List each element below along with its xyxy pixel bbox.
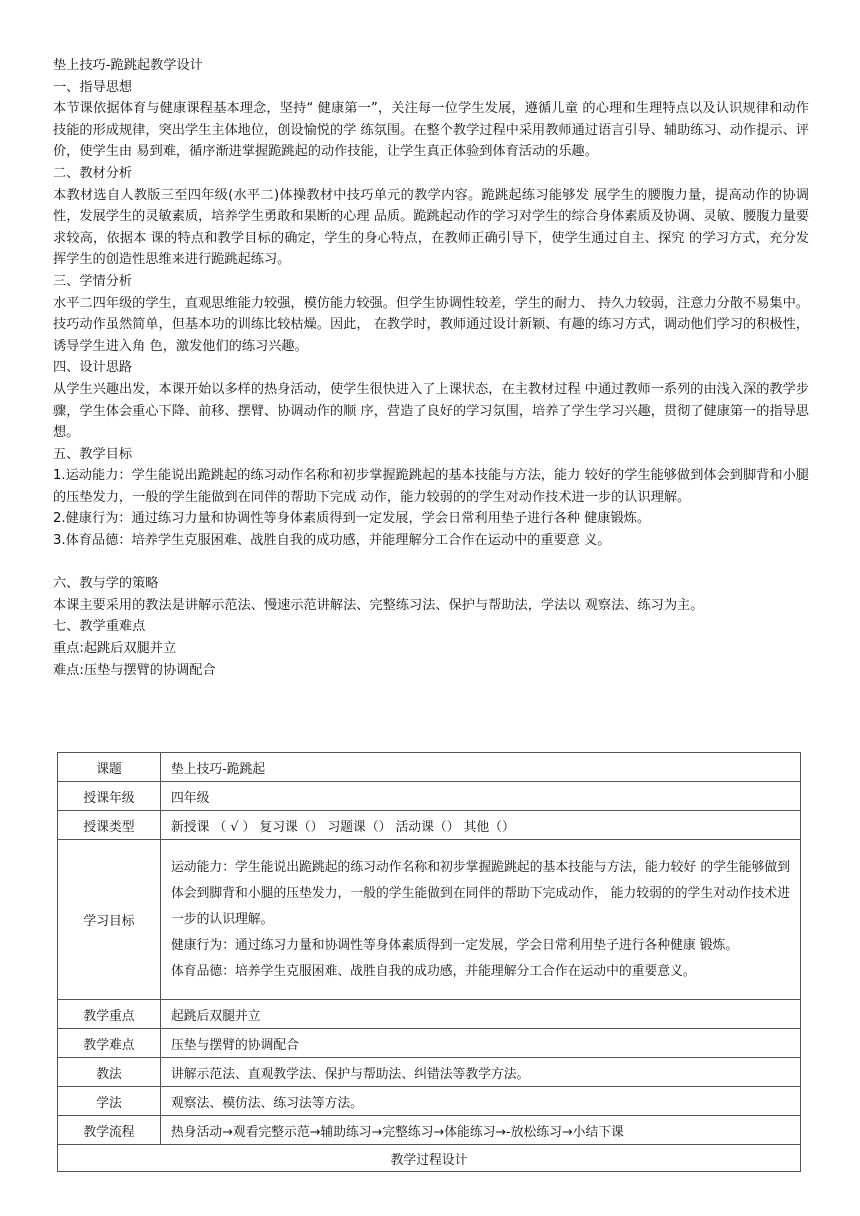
- lesson-plan-table: [57, 752, 801, 1172]
- row-value: 新授课 （ √ ） 复习课（） 习题课（） 活动课（） 其他（）: [161, 811, 801, 840]
- goal-line: 体育品德：培养学生克服困难、战胜自我的成功感，并能理解分工合作在运动中的重要意义。: [171, 963, 696, 979]
- row-value: 讲解示范法、直观教学法、保护与帮助法、纠错法等教学方法。: [161, 1058, 801, 1087]
- blank-line: [53, 552, 809, 574]
- section-paragraph: 从学生兴趣出发，本课开始以多样的热身活动，使学生很快进入了上课状态，在主教材过程 中通过教师一系列的由浅入深的教学步骤，学生体会重心下降、前移、摆臂、协调动作的顺 序，营造了良好的学习氛围，培养了学生学习兴趣，贯彻了健康第一的指导思想。: [53, 381, 809, 441]
- goal-item: 2.健康行为：通过练习力量和协调性等身体素质得到一定发展，学会日常利用垫子进行各种 健康锻炼。: [53, 511, 651, 527]
- row-label: 学习目标: [58, 840, 161, 1000]
- section-heading: 三、学情分析: [53, 273, 133, 289]
- table-row: [58, 1029, 801, 1058]
- row-label: 学法: [58, 1087, 161, 1116]
- difficult-point: 难点:压垫与摆臂的协调配合: [53, 662, 216, 678]
- table-row-goals: [58, 840, 801, 1000]
- row-value: 热身活动→观看完整示范→辅助练习→完整练习→体能练习→-放松练习→小结下课: [161, 1116, 801, 1145]
- table-row: [58, 1087, 801, 1116]
- row-value: 压垫与摆臂的协调配合: [161, 1029, 801, 1058]
- row-value: 起跳后双腿并立: [161, 1000, 801, 1029]
- row-label: 教学流程: [58, 1116, 161, 1145]
- section-paragraph: 本课主要采用的教法是讲解示范法、慢速示范讲解法、完整练习法、保护与帮助法，学法以 观察法、练习为主。: [53, 597, 704, 613]
- table-row-footer: [58, 1145, 801, 1172]
- section-paragraph: 本节课依据体育与健康课程基本理念，坚持“ 健康第一”，关注每一位学生发展，遵循儿童 的心理和生理特点以及认识规律和动作技能的形成规律，突出学生主体地位，创设愉悦的学 练氛围。在整个教学过程中采用教师通过语言引导、辅助练习、动作提示、评价，使学生由 易到难，循序渐进掌握跪跳起的动作技能，让学生真正体验到体育活动的乐趣。: [53, 101, 809, 160]
- table-footer-title: 教学过程设计: [58, 1145, 801, 1172]
- row-value: 垫上技巧-跪跳起: [161, 753, 801, 782]
- goal-item: 1.运动能力：学生能说出跪跳起的练习动作名称和初步掌握跪跳起的基本技能与方法，能力 较好的学生能够做到体会到脚背和小腿的压垫发力，一般的学生能做到在同伴的帮助下完成 动作，能力较弱的的学生对动作技术进一步的认识理解。: [53, 468, 809, 505]
- row-label: 教学难点: [58, 1029, 161, 1058]
- row-label: 教法: [58, 1058, 161, 1087]
- goal-cell: [161, 840, 801, 1000]
- goal-line: 健康行为：通过练习力量和协调性等身体素质得到一定发展，学会日常利用垫子进行各种健康 锻炼。: [171, 937, 739, 953]
- document-body: [53, 55, 809, 681]
- row-label: 授课年级: [58, 782, 161, 811]
- row-label: 课题: [58, 753, 161, 782]
- table-row: [58, 753, 801, 782]
- row-label: 教学重点: [58, 1000, 161, 1029]
- document-title: 垫上技巧-跪跳起教学设计: [53, 58, 203, 73]
- section-paragraph: 水平二四年级的学生，直观思维能力较强，模仿能力较强。但学生协调性较差，学生的耐力、 持久力较弱，注意力分散不易集中。技巧动作虽然简单，但基本功的训练比较枯燥。因此， 在教学时，教师通过设计新颖、有趣的练习方式，调动他们学习的积极性，诱导学生进入角 色，激发他们的练习兴趣。: [53, 295, 809, 354]
- key-point: 重点:起跳后双腿并立: [53, 641, 177, 657]
- section-heading: 六、教与学的策略: [53, 576, 159, 592]
- section-heading: 五、教学目标: [53, 446, 133, 462]
- section-heading: 四、设计思路: [53, 360, 133, 376]
- goal-line: 运动能力：学生能说出跪跳起的练习动作名称和初步掌握跪跳起的基本技能与方法，能力较好 的学生能够做到体会到脚背和小腿的压垫发力，一般的学生能做到在同伴的帮助下完成动作， 能力较弱的的学生对动作技术进一步的认识理解。: [171, 859, 790, 927]
- table-row: [58, 1000, 801, 1029]
- section-heading: 七、教学重难点: [53, 619, 146, 635]
- table-row: [58, 811, 801, 840]
- table-row: [58, 782, 801, 811]
- section-heading: 一、指导思想: [53, 79, 133, 95]
- row-value: 四年级: [161, 782, 801, 811]
- table-row: [58, 1058, 801, 1087]
- section-heading: 二、教材分析: [53, 165, 133, 181]
- goal-item: 3.体育品德：培养学生克服困难、战胜自我的成功感，并能理解分工合作在运动中的重要意 义。: [53, 533, 611, 549]
- row-label: 授课类型: [58, 811, 161, 840]
- section-paragraph: 本教材选自人教版三至四年级(水平二)体操教材中技巧单元的教学内容。跪跳起练习能够发 展学生的腰腹力量，提高动作的协调性，发展学生的灵敏素质，培养学生勇敢和果断的心理 品质。跪跳起动作的学习对学生的综合身体素质及协调、灵敏、腰腹力量要求较高，依据本 课的特点和教学目标的确定，学生的身心特点，在教师正确引导下，使学生通过自主、探究 的学习方式，充分发挥学生的创造性思维来进行跪跳起练习。: [53, 187, 809, 268]
- row-value: 观察法、模仿法、练习法等方法。: [161, 1087, 801, 1116]
- table-row: [58, 1116, 801, 1145]
